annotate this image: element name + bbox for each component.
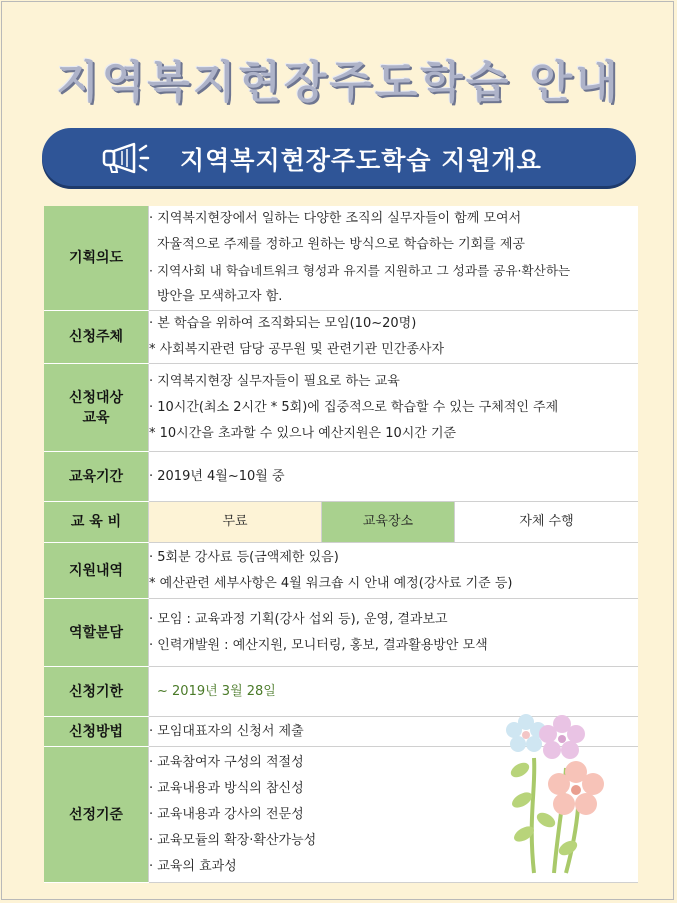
row-label: 신청방법 bbox=[44, 717, 149, 747]
table-row bbox=[44, 599, 638, 667]
flower-decoration bbox=[496, 708, 626, 878]
row-label: 지원내역 bbox=[44, 543, 149, 599]
row-label: 신청대상 교육 bbox=[44, 364, 149, 452]
row-label: 선정기준 bbox=[44, 747, 149, 883]
row-content: · 교육참여자 구성의 적절성 · 교육내용과 방식의 참신성 · 교육내용과 강사의 전문성 · 교육모듈의 확장·확산가능성 · 교육의 효과성 bbox=[149, 747, 639, 883]
banner-title: 지역복지현장주도학습 지원개요 bbox=[180, 146, 542, 175]
row-content: · 지역복지현장 실무자들이 필요로 하는 교육 · 10시간(최소 2시간 * 5회)에 집중적으로 학습할 수 있는 구체적인 주제 * 10시간을 초과할 수 있으나 예산지원은 10시간 기준 bbox=[149, 364, 639, 452]
row-label: 교 육 비 bbox=[44, 502, 149, 543]
table-row bbox=[44, 311, 638, 364]
row-label: 신청기한 bbox=[44, 667, 149, 717]
section-banner bbox=[42, 128, 636, 186]
table-row bbox=[44, 543, 638, 599]
deadline-text: ~ 2019년 3월 28일 bbox=[157, 683, 276, 699]
megaphone-icon bbox=[102, 142, 164, 174]
row-content: · 본 학습을 위하여 조직화되는 모임(10~20명) * 사회복지관련 담당 공무원 및 관련기관 민간종사자 bbox=[149, 311, 639, 364]
row-content: · 지역복지현장에서 일하는 다양한 조직의 실무자들이 함께 모여서 자율적으로 주제를 정하고 원하는 방식으로 학습하는 기회를 제공 · 지역사회 내 학습네트워크 형성과 유지를 지원하고 그 성과를 공유·확산하는 방안을 모색하고자 함. bbox=[149, 206, 639, 311]
place-value: 자체 수행 bbox=[455, 502, 638, 542]
place-label: 교육장소 bbox=[322, 502, 455, 542]
table-row bbox=[44, 364, 638, 452]
fee-place-cell bbox=[149, 502, 639, 543]
row-content: · 5회분 강사료 등(금액제한 있음) * 예산관련 세부사항은 4월 워크숍 시 안내 예정(강사료 기준 등) bbox=[149, 543, 639, 599]
page-title: 지역복지현장주도학습 안내 bbox=[56, 57, 621, 108]
table-row bbox=[44, 452, 638, 502]
row-label: 교육기간 bbox=[44, 452, 149, 502]
row-label: 신청주체 bbox=[44, 311, 149, 364]
fee-value: 무료 bbox=[149, 502, 322, 542]
table-row bbox=[44, 206, 638, 311]
table-row bbox=[44, 502, 638, 543]
row-label: 역할분담 bbox=[44, 599, 149, 667]
row-content: · 모임대표자의 신청서 제출 bbox=[149, 717, 639, 747]
row-content: · 모임 : 교육과정 기획(강사 섭외 등), 운영, 결과보고 · 인력개발원 : 예산지원, 모니터링, 홍보, 결과활용방안 모색 bbox=[149, 599, 639, 667]
row-content: · 2019년 4월~10월 중 bbox=[149, 452, 639, 502]
row-label: 기획의도 bbox=[44, 206, 149, 311]
